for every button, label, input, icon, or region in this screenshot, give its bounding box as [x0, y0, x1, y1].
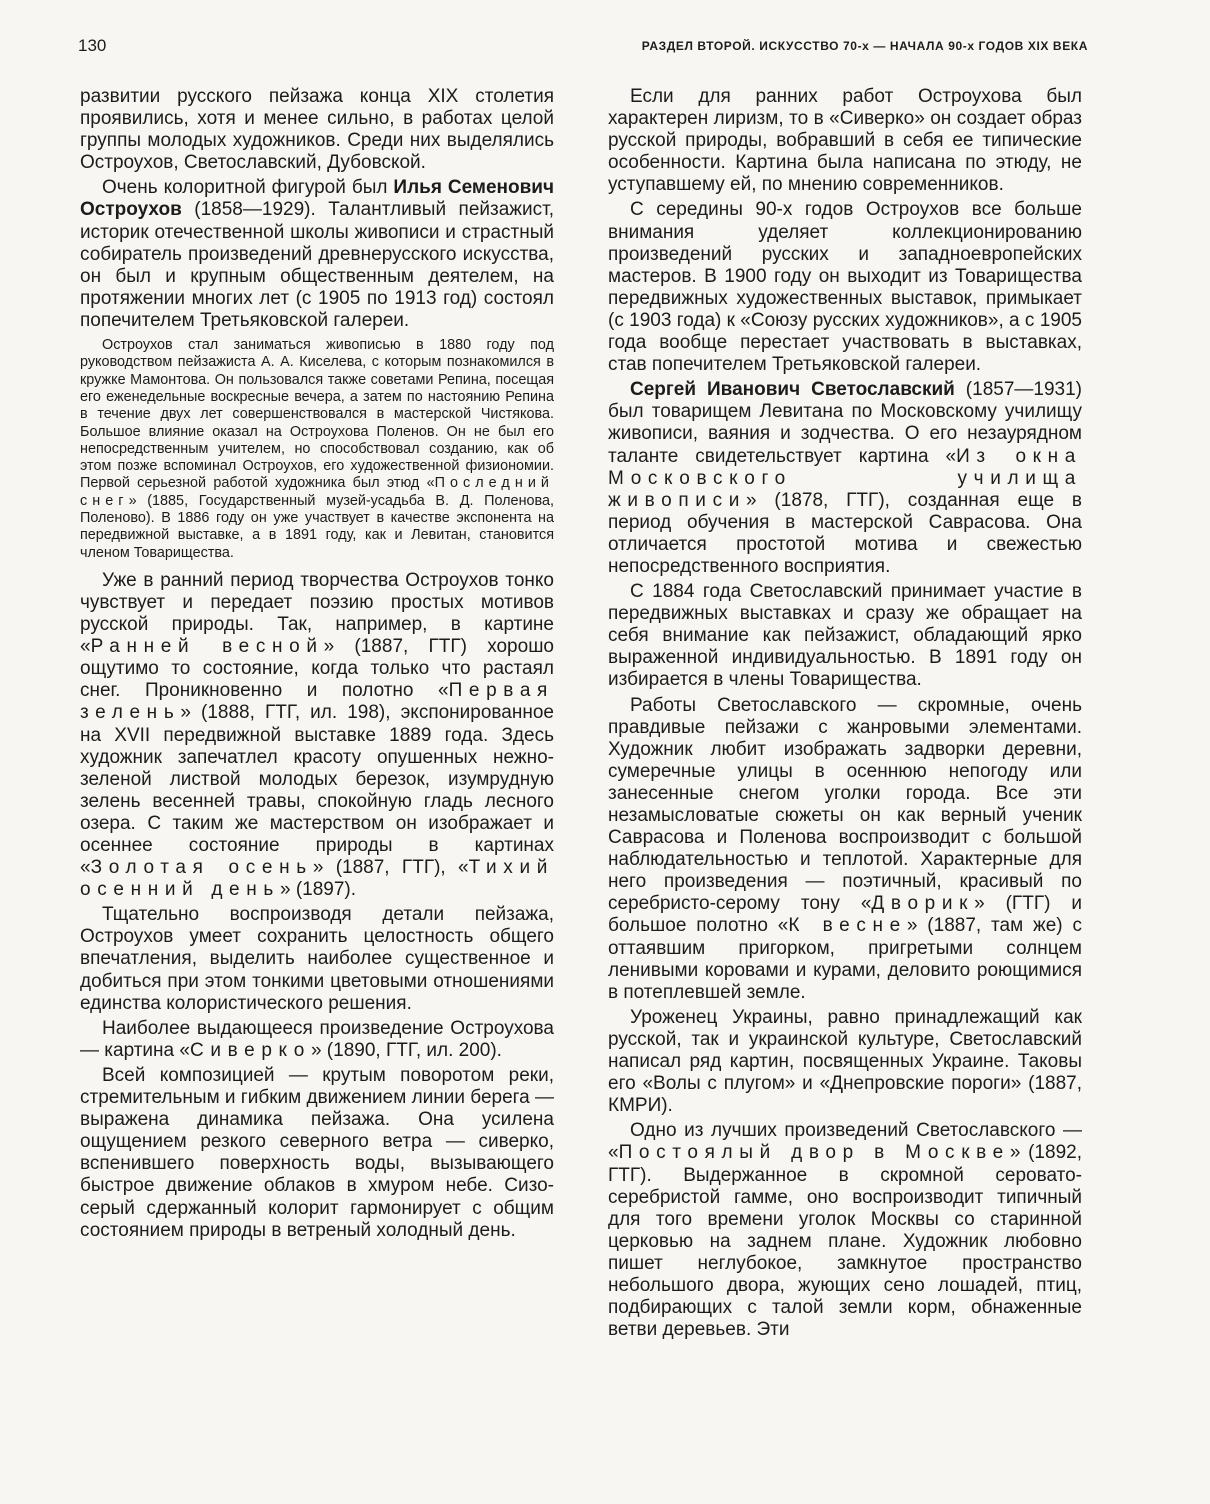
paragraph: Уроженец Украины, равно принадлежащий как русской, так и украинской культуре, Светославский написал ряд картин, посвященных Украине. Таковы его «Волы с плугом» и «Днепровские пороги» (1887, КМРИ).	[608, 1006, 1082, 1117]
artwork-title: Из окна Московского училища живописи	[608, 445, 1082, 511]
paragraph: Всей композицией — крутым поворотом реки, стремительным и гибким движением линии берега — выражена динамика пейзажа. Она усилена ощущением резкого северного ветра — сиверко, вспенившего поверхность воды, вызывающего быстрое движение облаков в хмуром небе. Сизо-серый сдержанный колорит гармонирует с общим состоянием природы в ветреный холодный день.	[80, 1064, 555, 1241]
paragraph: Сергей Иванович Светославский (1857—1931) был товарищем Левитана по Московскому училищу живописи, ваяния и зодчества. О его незаурядном таланте свидетельствует картина «Из окна Московского училища живописи» (1878, ГТГ), созданная еще в период обучения в мастерской Саврасова. Она отличается простотой мотива и свежестью непосредственного восприятия.	[608, 379, 1082, 577]
paragraph: Тщательно воспроизводя детали пейзажа, Остроухов умеет сохранить целостность общего впечатления, выделить наиболее существенное и добиться при этом тонкими цветовыми отношениями единства колористического решения.	[80, 904, 554, 1014]
paragraph: С 1884 года Светославский принимает участие в передвижных выставках и сразу же обращает на себя внимание как пейзажист, обладающий ярко выраженной индивидуальностью. В 1891 году он избирается в члены Товарищества.	[608, 581, 1082, 691]
artwork-title: Золотая осень	[90, 857, 313, 879]
paragraph: Уже в ранний период творчества Остроухов тонко чувствует и передает поэзию простых мотивов русской природы. Так, например, в картине «Ранней весной» (1887, ГТГ) хорошо ощутимо то состояние, когда только что растаял снег. Проникновенно и полотно «Первая зелень» (1888, ГТГ, ил. 198), экспонированное на XVII передвижной выставке 1889 года. Здесь художник запечатлел красоту опушенных нежно-зеленой листвой молодых березок, изумрудную зелень весенней травы, спокойную гладь лесного озера. С таким же мастерством он изображает и осеннее состояние природы в картинах «Золотая осень» (1887, ГТГ), «Тихий осенний день» (1897).	[80, 569, 555, 901]
paragraph: Одно из лучших произведений Светославского — «Постоялый двор в Москве» (1892, ГТГ). Выдержанное в скромной серовато-серебристой гамме, оно воспроизводит типичный для того времени уголок Москвы со старинной церковью на заднем плане. Художник любовно пишет неглубокое, замкнутое пространство небольшого двора, жующих сено лошадей, птиц, подбирающих с талой земли корм, обнаженные ветви деревьев. Эти	[608, 1120, 1082, 1341]
page-header	[78, 36, 1088, 60]
running-title: РАЗДЕЛ ВТОРОЙ. ИСКУССТВО 70-х — НАЧАЛА 90-х ГОДОВ XIX ВЕКА	[641, 39, 1088, 53]
artwork-title: Сиверко	[189, 1039, 311, 1061]
paragraph: Наиболее выдающееся произведение Остроухова — картина «Сиверко» (1890, ГТГ, ил. 200).	[80, 1017, 554, 1061]
artwork-title: Постоялый двор в Москве	[618, 1142, 1010, 1164]
paragraph: Работы Светославского — скромные, очень правдивые пейзажи с жанровыми элементами. Художник любит изображать задворки деревни, сумеречные улицы в осеннюю непогоду или занесенные снегом уголки города. Все эти незамысловатые сюжеты он как верный ученик Саврасова и Поленова воспроизводит с большой наблюдательностью и теплотой. Характерные для него произведения — поэтичный, красивый по серебристо-серому тону «Дворик» (ГТГ) и большое полотно «К весне» (1887, там же) с оттаявшим пригорком, пригретыми солнцем ленивыми коровами и курами, деловито роющимися в потеплевшей земле.	[608, 694, 1083, 1003]
artist-name: Илья Семенович Остроухов	[80, 177, 555, 221]
right-column	[608, 86, 1082, 1341]
left-column	[80, 86, 554, 1242]
artwork-title: Дворик	[871, 893, 975, 915]
artwork-title: Ранней весной	[90, 636, 324, 658]
artist-name: Сергей Иванович Светославский	[630, 379, 955, 401]
page-number: 130	[78, 36, 107, 55]
artwork-title: К весне	[788, 915, 907, 937]
artwork-title: Первая зелень	[80, 680, 554, 724]
paragraph: Если для ранних работ Остроухова был характерен лиризм, то в «Сиверко» он создает образ русской природы, вобравший в себя ее типические особенности. Картина была написана по этюду, не уступавшему ей, по мнению современников.	[608, 86, 1082, 196]
artwork-title: Последний снег	[80, 475, 554, 509]
paragraph: развитии русского пейзажа конца XIX столетия проявились, хотя и менее сильно, в работах целой группы молодых художников. Среди них выделялись Остроухов, Светославский, Дубовской.	[80, 86, 554, 174]
paragraph: Очень колоритной фигурой был Илья Семенович Остроухов (1858—1929). Талантливый пейзажист, историк отечественной школы живописи и страстный собиратель произведений древнерусского искусства, он был и крупным общественным деятелем, на протяжении многих лет (с 1905 по 1913 год) состоял попечителем Третьяковской галереи.	[80, 177, 555, 331]
small-print-note: Остроухов стал заниматься живописью в 1880 году под руководством пейзажиста А. А. Киселева, с которым познакомился в кружке Мамонтова. Он пользовался также советами Репина, посещая его еженедельные воскресные вечера, а затем по настоянию Репина в течение двух лет совершенствовался в мастерской Чистякова. Большое влияние оказал на Остроухова Поленов. Он не был его непосредственным учителем, но способствовал созданию, как об этом позже вспоминал Остроухов, его художественной физиономии. Первой серьезной работой художника был этюд «Последний снег» (1885, Государственный музей-усадьба В. Д. Поленова, Поленово). В 1886 году он уже участвует в качестве экспонента на передвижной выставке, а в 1891 году, как и Левитан, становится членом Товарищества.	[80, 337, 554, 561]
paragraph: С середины 90-х годов Остроухов все больше внимания уделяет коллекционированию произведений русских и западноевропейских мастеров. В 1900 году он выходит из Товарищества передвижных художественных выставок, примыкает (с 1903 года) к «Союзу русских художников», а с 1905 года вообще перестает участвовать в выставках, став попечителем Третьяковской галереи.	[608, 199, 1082, 376]
artwork-title: Тихий осенний день	[80, 857, 554, 901]
